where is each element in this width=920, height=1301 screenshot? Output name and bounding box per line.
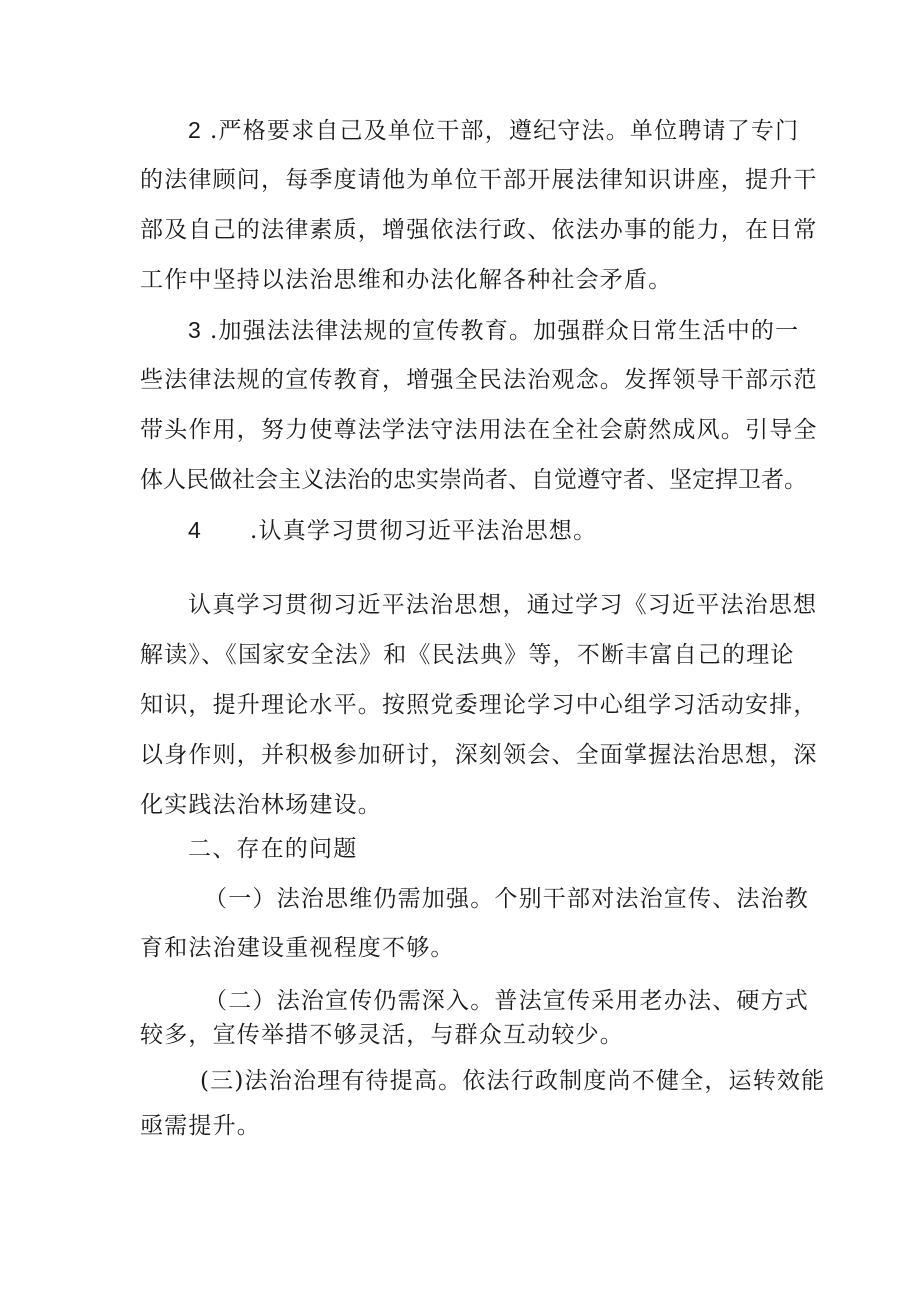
para-4-line-1 [188,516,790,545]
para-4-number: 4 [188,517,202,543]
issue-1-line-1: （一）法治思维仍需加强。个别干部对法治宣传、法治教 [204,886,809,912]
para-4-text-1: .认真学习贯彻习近平法治思想。 [250,518,598,544]
para-5-line-5: 化实践法治林场建设。 [140,792,382,818]
para-2-text-1: .严格要求自己及单位干部，遵纪守法。单位聘请了专门 [210,118,800,144]
para-3-line-1 [188,316,800,345]
para-5-line-4: 以身作则，并积极参加研讨，深刻领会、全面掌握法治思想，深 [140,742,818,768]
para-3-number: 3 [188,317,202,343]
para-3-line-2: 些法律法规的宣传教育，增强全民法治观念。发挥领导干部示范 [140,367,818,393]
para-3-line-3: 带头作用，努力使尊法学法守法用法在全社会蔚然成风。引导全 [140,417,818,443]
para-2-line-4: 工作中坚持以法治思维和办法化解各种社会矛盾。 [140,267,673,293]
section-heading-problems: 二、存在的问题 [188,836,358,862]
para-2-line-3: 部及自己的法律素质，增强依法行政、依法办事的能力，在日常 [140,217,818,243]
para-2-line-2: 的法律顾问，每季度请他为单位干部开展法律知识讲座，提升干 [140,167,818,193]
issue-1-line-2: 育和法治建设重视程度不够。 [140,935,455,961]
para-2-number: 2 [188,117,202,143]
para-3-line-4: 体人民做社会主义法治的忠实崇尚者、自觉遵守者、坚定捍卫者。 [140,467,807,493]
para-5-line-1: 认真学习贯彻习近平法治思想，通过学习《习近平法治思想 [188,592,818,618]
issue-2-line-1: （二）法治宣传仍需深入。普法宣传采用老办法、硬方式 [204,988,809,1014]
para-5-line-2: 解读》、《国家安全法》和《民法典》等，不断丰富自己的理论 [140,642,795,668]
para-5-line-3: 知识，提升理论水平。按照党委理论学习中心组学习活动安排， [140,692,818,718]
para-3-text-1: .加强法法律法规的宣传教育。加强群众日常生活中的一 [210,318,800,344]
issue-3-line-2: 亟需提升。 [140,1113,261,1139]
issue-3-line-1: (三)法治治理有待提高。依法行政制度尚不健全，运转效能 [200,1068,826,1094]
issue-2-line-2: 较多，宣传举措不够灵活，与群众互动较少。 [140,1022,624,1048]
para-2-line-1 [188,116,800,145]
